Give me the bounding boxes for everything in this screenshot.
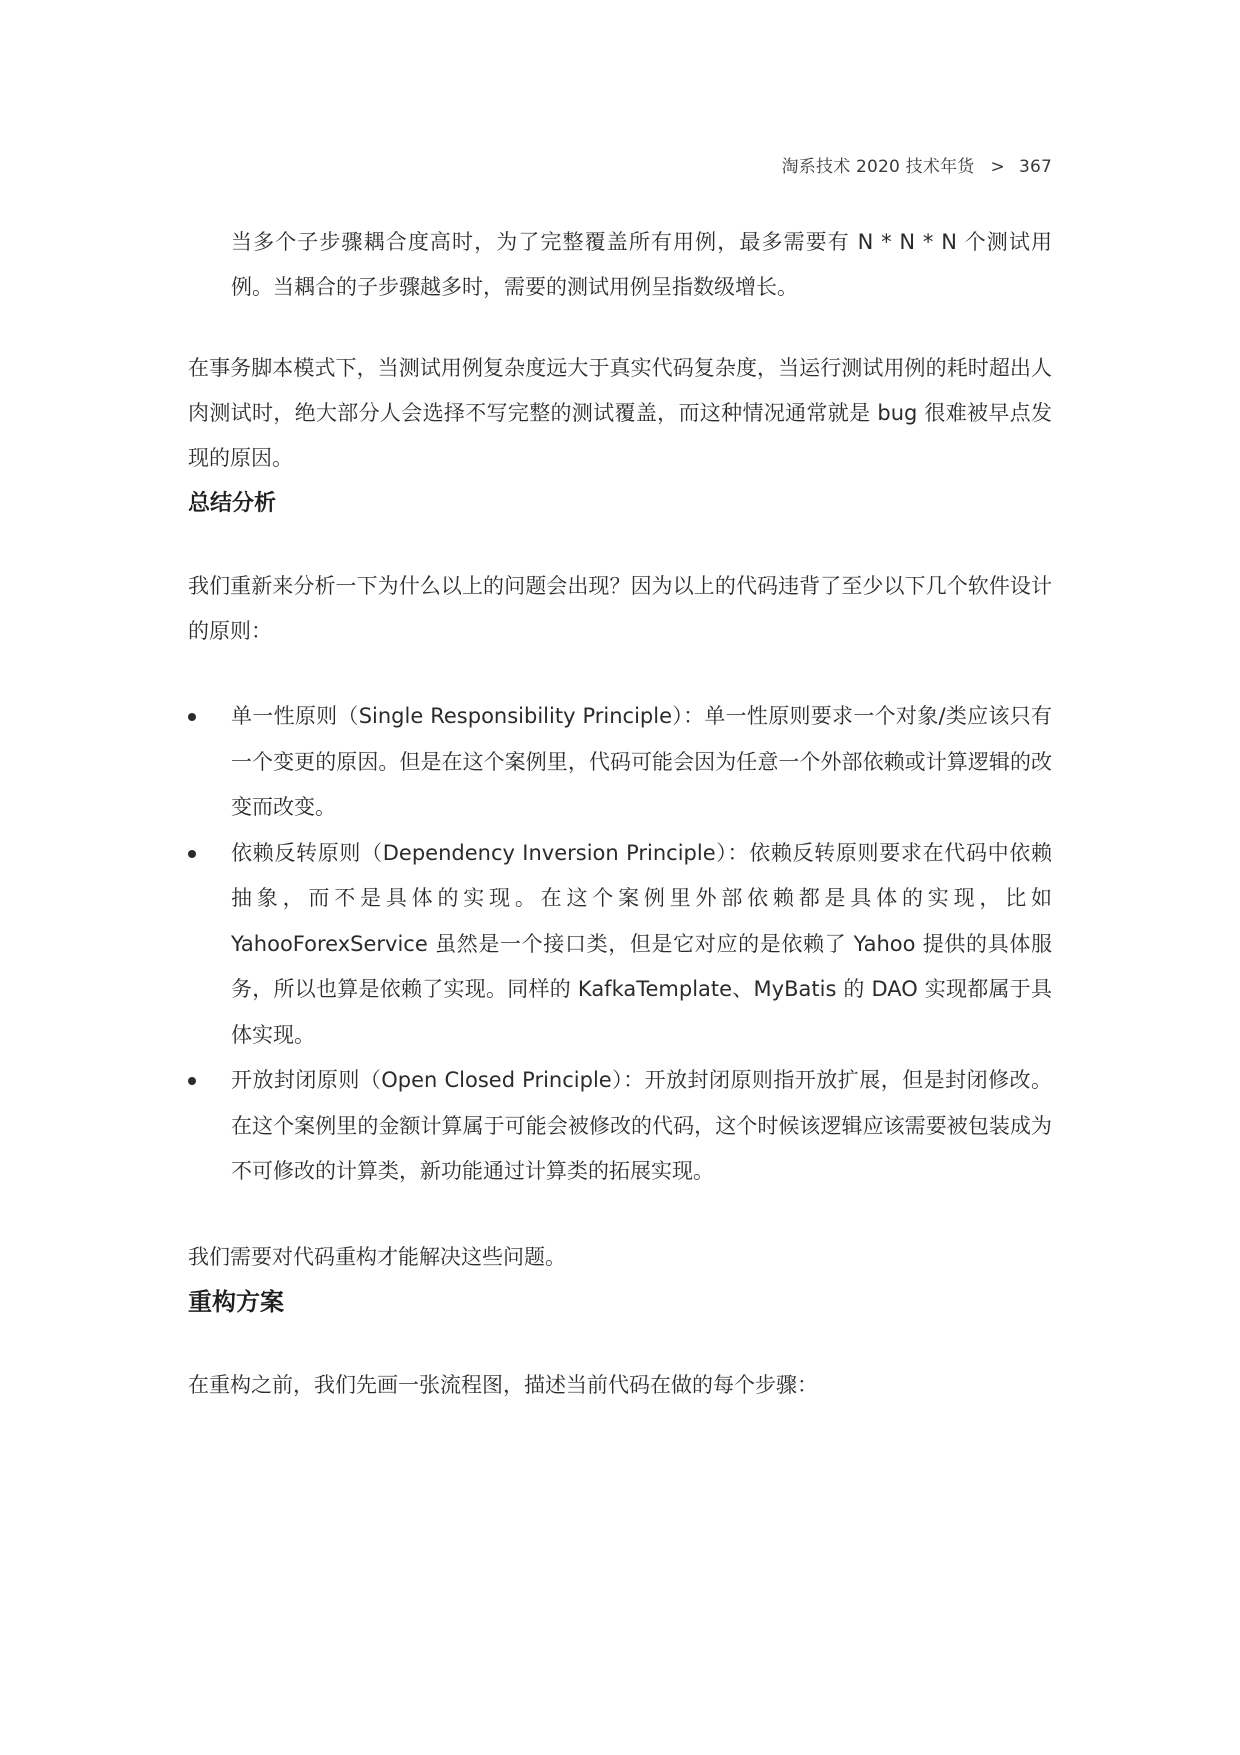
refactor-need-paragraph: 我们需要对代码重构才能解决这些问题。 bbox=[188, 1244, 566, 1269]
list-item bbox=[188, 694, 1052, 831]
bullet-icon bbox=[188, 850, 196, 858]
refactor-intro-paragraph: 在重构之前，我们先画一张流程图，描述当前代码在做的每个步骤： bbox=[188, 1372, 818, 1397]
bullet-icon bbox=[188, 713, 196, 721]
summary-heading: 总结分析 bbox=[188, 491, 277, 516]
principles-list bbox=[188, 694, 1052, 1195]
coupling-paragraph: 当多个子步骤耦合度高时，为了完整覆盖所有用例，最多需要有 N * N * N 个测试用例。当耦合的子步骤越多时，需要的测试用例呈指数级增长。 bbox=[231, 230, 1052, 299]
principle-text: 单一性原则（Single Responsibility Principle）：单一性原则要求一个对象/类应该只有一个变更的原因。但是在这个案例里，代码可能会因为任意一个外部依赖或计算逻辑的改变而改变。 bbox=[231, 704, 1052, 819]
analysis-intro-paragraph: 我们重新来分析一下为什么以上的问题会出现？因为以上的代码违背了至少以下几个软件设计的原则： bbox=[188, 574, 1052, 643]
bullet-icon bbox=[188, 1077, 196, 1085]
list-item bbox=[188, 1058, 1052, 1195]
running-header bbox=[782, 152, 1052, 177]
refactor-plan-heading: 重构方案 bbox=[188, 1287, 284, 1316]
page-number: 367 bbox=[1018, 157, 1052, 177]
header-separator: > bbox=[990, 157, 1005, 177]
page-body bbox=[188, 220, 1052, 1408]
principle-text: 依赖反转原则（Dependency Inversion Principle）：依赖反转原则要求在代码中依赖抽象，而不是具体的实现。在这个案例里外部依赖都是具体的实现，比如 YahooForexService 虽然是一个接口类，但是它对应的是依赖了 Yahoo 提供的具体服务，所以也算是依赖了实现。同样的 KafkaTemplate、MyBatis 的 DAO 实现都属于具体实现。 bbox=[231, 840, 1052, 1047]
list-item bbox=[188, 831, 1052, 1059]
transaction-script-paragraph: 在事务脚本模式下，当测试用例复杂度远大于真实代码复杂度，当运行测试用例的耗时超出人肉测试时，绝大部分人会选择不写完整的测试覆盖，而这种情况通常就是 bug 很难被早点发现的原因。 bbox=[188, 356, 1052, 470]
principle-text: 开放封闭原则（Open Closed Principle）：开放封闭原则指开放扩展，但是封闭修改。在这个案例里的金额计算属于可能会被修改的代码，这个时候该逻辑应该需要被包装成为不可修改的计算类，新功能通过计算类的拓展实现。 bbox=[231, 1068, 1052, 1183]
book-title: 淘系技术 2020 技术年货 bbox=[781, 157, 975, 177]
